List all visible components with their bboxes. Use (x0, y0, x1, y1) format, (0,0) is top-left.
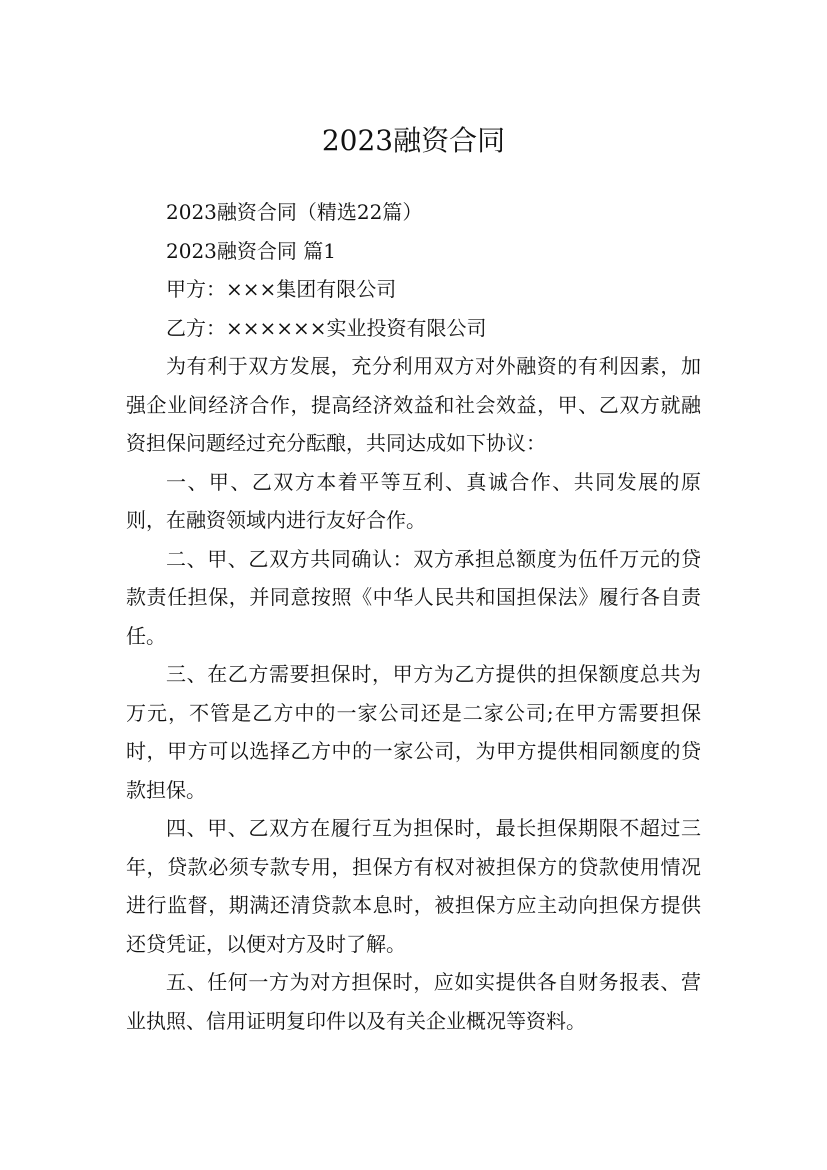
document-body (126, 193, 701, 1040)
section-heading: 2023融资合同 篇1 (166, 238, 336, 263)
document-title: 2023融资合同 (321, 123, 506, 157)
party-b-line: 乙方：××××××实业投资有限公司 (166, 315, 487, 340)
clause-1-paragraph: 一、甲、乙双方本着平等互利、真诚合作、共同发展的原则，在融资领域内进行友好合作。 (126, 469, 701, 532)
clause-4-paragraph: 四、甲、乙双方在履行互为担保时，最长担保期限不超过三年，贷款必须专款专用，担保方有权对被担保方的贷款使用情况进行监督，期满还清贷款本息时，被担保方应主动向担保方提供还贷凭证，以便对方及时了解。 (126, 816, 701, 956)
clause-5-paragraph: 五、任何一方为对方担保时，应如实提供各自财务报表、营业执照、信用证明复印件以及有关企业概况等资料。 (126, 970, 701, 1033)
intro-paragraph: 为有利于双方发展，充分利用双方对外融资的有利因素，加强企业间经济合作，提高经济效益和社会效益，甲、乙双方就融资担保问题经过充分酝酿，共同达成如下协议： (126, 354, 701, 455)
clause-3-paragraph: 三、在乙方需要担保时，甲方为乙方提供的担保额度总共为 万元，不管是乙方中的一家公司还是二家公司;在甲方需要担保时，甲方可以选择乙方中的一家公司，为甲方提供相同额度的贷款担保。 (126, 662, 701, 802)
document-subtitle: 2023融资合同（精选22篇） (166, 200, 423, 224)
clause-2-paragraph: 二、甲、乙双方共同确认：双方承担总额度为伍仟万元的贷款责任担保，并同意按照《中华人民共和国担保法》履行各自责任。 (126, 546, 701, 648)
party-a-line: 甲方：×××集团有限公司 (166, 277, 397, 301)
